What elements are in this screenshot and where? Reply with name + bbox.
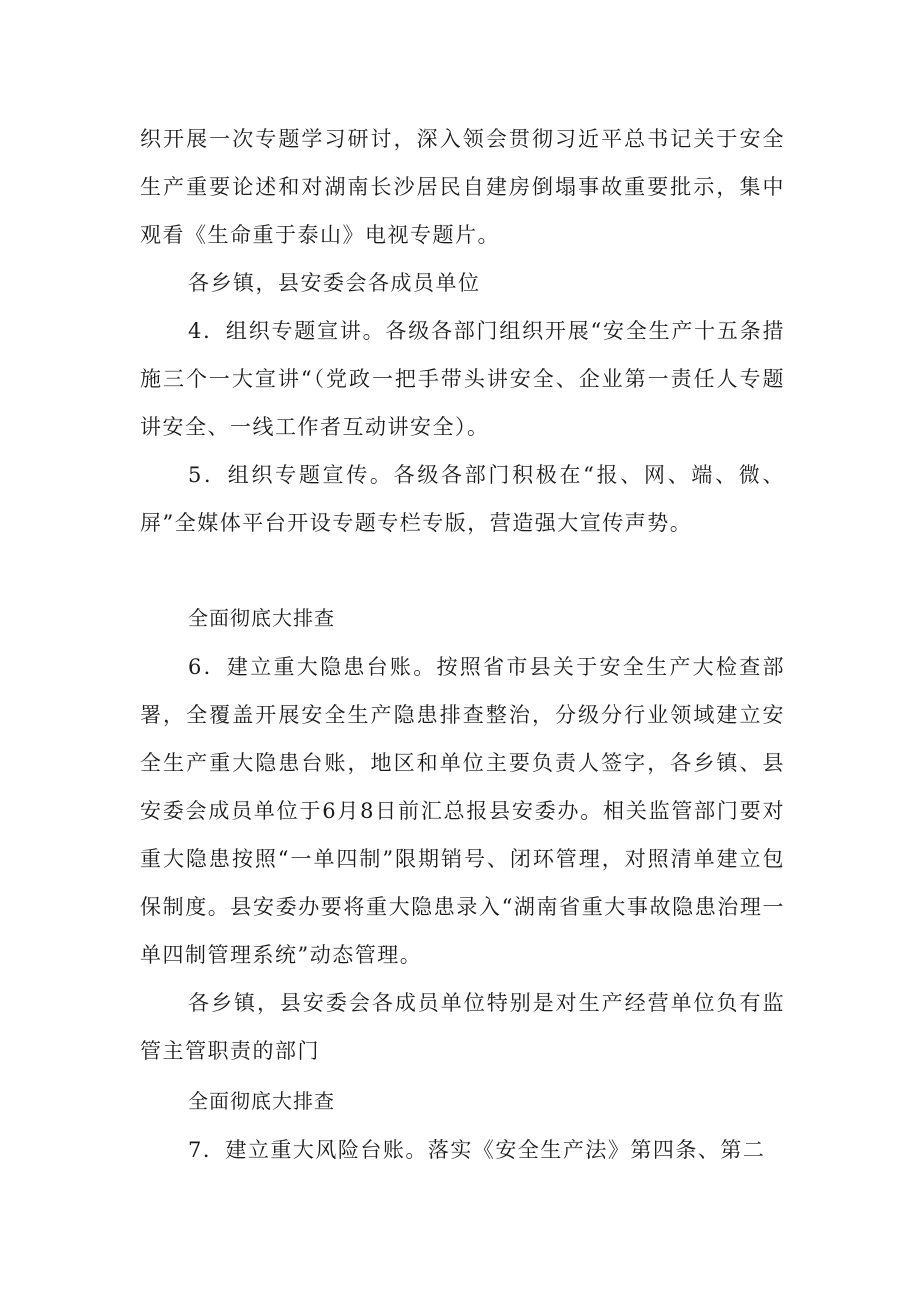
paragraph-item-7: 7．建立重大风险台账。落实《安全生产法》第四条、第二 (188, 1138, 766, 1162)
paragraph-study-session: 织开展一次专题学习研讨，深入领会贯彻习近平总书记关于安全生产重要论述和对湖南长沙居民自建房倒塌事故重要批示，集中观看《生命重于泰山》电视专题片。 (140, 127, 785, 247)
paragraph-item-5: 5．组织专题宣传。各级各部门积极在“报、网、端、微、屏”全媒体平台开设专题专栏专版，营造强大宣传声势。 (140, 463, 785, 535)
paragraph-responsible-units-1: 各乡镇，县安委会各成员单位 (188, 271, 481, 295)
paragraph-responsible-units-2: 各乡镇，县安委会各成员单位特别是对生产经营单位负有监管主管职责的部门 (140, 991, 785, 1063)
section-heading-1: 全面彻底大排查 (188, 606, 335, 630)
paragraph-item-6: 6．建立重大隐患台账。按照省市县关于安全生产大检查部署，全覆盖开展安全生产隐患排查整治，分级分行业领域建立安全生产重大隐患台账，地区和单位主要负责人签字，各乡镇、县安委会成员单位于6月8日前汇总报县安委办。相关监管部门要对重大隐患按照“一单四制”限期销号、闭环管理，对照清单建立包保制度。县安委办要将重大隐患录入“湖南省重大事故隐患治理一单四制管理系统”动态管理。 (140, 655, 785, 967)
section-heading-2: 全面彻底大排查 (188, 1089, 335, 1113)
paragraph-item-4: 4．组织专题宣讲。各级各部门组织开展“安全生产十五条措施三个一大宣讲“（党政一把手带头讲安全、企业第一责任人专题讲安全、一线工作者互动讲安全）。 (140, 319, 785, 439)
